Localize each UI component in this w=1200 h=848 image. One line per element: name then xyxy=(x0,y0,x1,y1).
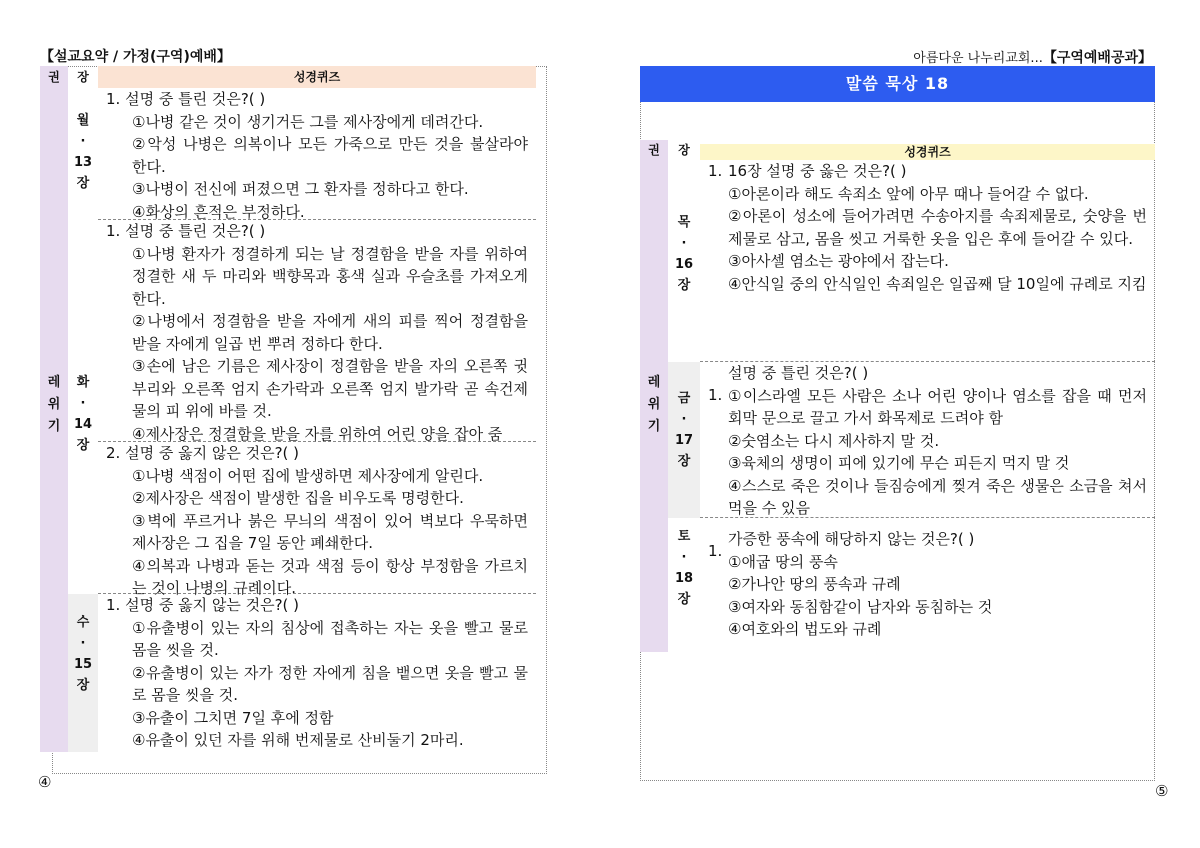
meditation-banner: 말씀 묵상 18 xyxy=(640,66,1155,102)
option: ④스스로 죽은 것이나 들짐승에게 찢겨 죽은 생물은 소금을 쳐서 먹을 수 있음 xyxy=(728,476,1147,517)
option: ④화상의 흔적은 부정하다. xyxy=(132,202,305,221)
option: ②숫염소는 다시 제사하지 말 것. xyxy=(728,431,940,450)
book-column-header: 권 xyxy=(648,143,660,157)
option: ③아사셀 염소는 광야에서 잡는다. xyxy=(728,252,949,270)
left-quiz-table xyxy=(40,66,536,752)
quiz-column-header: 성경퀴즈 xyxy=(98,66,536,88)
question: 16장 설명 중 옳은 것은?( ) xyxy=(728,162,907,180)
option: ①유출병이 있는 자의 침상에 접촉하는 자는 옷을 빨고 물로 몸을 씻을 것. xyxy=(132,618,528,659)
option: ②가나안 땅의 풍속과 규례 xyxy=(728,575,901,593)
option: ③벽에 푸르거나 붉은 무늬의 색점이 있어 벽보다 우묵하면 제사장은 그 집을 7일 동안 폐쇄한다. xyxy=(132,511,528,552)
quiz-block-ch13 xyxy=(98,88,536,220)
question: 1. 설명 중 옳지 않는 것은?( ) xyxy=(106,596,299,614)
question: 1. 설명 중 틀린 것은?( ) xyxy=(106,222,266,240)
option: ③육체의 생명이 피에 있기에 무슨 피든지 먹지 말 것 xyxy=(728,454,1070,472)
quiz-block-ch16: 1. 16장 설명 중 옳은 것은?( ) ①아론이라 해도 속죄소 앞에 아무 때나 들어갈 수 없다. ②아론이 성소에 들어가려면 수송아지를 속죄제물로, 숫양을 번제물로 삼고, 몸을 씻고 거룩한 옷을 입은 후에 들어갈 수 있다. ③아사셀 염소는 광야에서 잡는다. ④안식일 중의 안식일인 속죄일은 일곱째 달 10일에 규례로 지킴 xyxy=(700,160,1155,362)
option: ①나병 환자가 정결하게 되는 날 정결함을 받을 자를 위하여 정결한 새 두 마리와 백향목과 홍색 실과 우슬초를 가져오게 한다. xyxy=(132,244,528,308)
option: ②나병에서 정결함을 받을 자에게 새의 피를 찍어 정결함을 받을 자에게 일곱 번 뿌려 정하다 한다. xyxy=(132,312,528,353)
option: ①이스라엘 모든 사람은 소나 어린 양이나 염소를 잡을 때 먼저 회막 문으로 끌고 가서 화목제로 드려야 함 xyxy=(728,386,1147,427)
option: ③나병이 전신에 퍼졌으면 그 환자를 정하다고 한다. xyxy=(132,180,469,198)
left-page-number: ④ xyxy=(38,773,52,791)
quiz-block-ch14-q2 xyxy=(98,442,536,597)
option: ①아론이라 해도 속죄소 앞에 아무 때나 들어갈 수 없다. xyxy=(728,184,1089,203)
question: 설명 중 틀린 것은?( ) xyxy=(728,364,869,382)
option: ①나병 같은 것이 생기거든 그를 제사장에게 데려간다. xyxy=(132,112,484,131)
book-name: 레 위 기 xyxy=(47,375,61,434)
chapter-column-header: 장 xyxy=(77,70,89,84)
book-name: 레 위 기 xyxy=(647,375,661,434)
option: ③여자와 동침함같이 남자와 동침하는 것 xyxy=(728,597,993,616)
chapter-column-header: 장 xyxy=(678,143,690,157)
option: ④여호와의 법도와 규례 xyxy=(728,620,882,638)
option: ②유출병이 있는 자가 정한 자에게 침을 뱉으면 옷을 빨고 물로 몸을 씻을 것. xyxy=(132,663,528,704)
left-page-header: 【설교요약 / 가정(구역)예배】 xyxy=(40,49,231,65)
quiz-block-ch18: 1. 가증한 풍속에 해당하지 않는 것은?( ) ①애굽 땅의 풍속 ②가나안 땅의 풍속과 규례 ③여자와 동침함같이 남자와 동침하는 것 ④여호와의 법도와 규례 xyxy=(700,528,1155,652)
chapter-label-16: 목 · 16 장 xyxy=(668,160,700,362)
lesson-title: 【구역예배공과】 xyxy=(1042,50,1152,66)
quiz-block-ch17: 1. 설명 중 틀린 것은?( ) ①이스라엘 모든 사람은 소나 어린 양이나 염소를 잡을 때 먼저 회막 문으로 끌고 가서 화목제로 드려야 함 ②숫염소는 다시 제사하지 말 것. ③육체의 생명이 피에 있기에 무슨 피든지 먹지 말 것 ④스스로 죽은 것이나 들짐승에게 찢겨 죽은 생물은 소금을 쳐서 먹을 수 있음 xyxy=(700,362,1155,518)
right-page-header xyxy=(913,47,1152,67)
question: 2. 설명 중 옳지 않은 것은?( ) xyxy=(106,444,299,462)
chapter-label-17: 금 · 17 장 xyxy=(668,362,700,518)
option: ③유출이 그치면 7일 후에 정함 xyxy=(132,708,334,727)
quiz-block-ch14-q1 xyxy=(98,220,536,442)
question: 1. 설명 중 틀린 것은?( ) xyxy=(106,90,266,108)
chapter-label-13: 월 · 13 장 xyxy=(68,88,98,220)
quiz-column-header: 성경퀴즈 xyxy=(700,144,1155,160)
option: ②악성 나병은 의복이나 모든 가죽으로 만든 것을 불살라야 한다. xyxy=(132,135,528,176)
question: 가증한 풍속에 해당하지 않는 것은?( ) xyxy=(728,530,975,548)
option: ①애굽 땅의 풍속 xyxy=(728,552,838,571)
option: ①나병 색점이 어떤 집에 발생하면 제사장에게 알린다. xyxy=(132,466,484,485)
book-column-header: 권 xyxy=(48,70,60,84)
option: ④제사장은 정결함을 받을 자를 위하여 어린 양을 잡아 줌 xyxy=(132,424,503,443)
chapter-label-18: 토 · 18 장 xyxy=(668,518,700,652)
option: ②제사장은 색점이 발생한 집을 비우도록 명령한다. xyxy=(132,489,464,507)
right-page-number: ⑤ xyxy=(1155,782,1169,800)
right-quiz-table xyxy=(640,140,1155,652)
option: ④유출이 있던 자를 위해 번제물로 산비둘기 2마리. xyxy=(132,731,464,749)
option: ③손에 남은 기름은 제사장이 정결함을 받을 자의 오른쪽 귓부리와 오른쪽 엄지 손가락과 오른쪽 엄지 발가락 곧 속건제물의 피 위에 바를 것. xyxy=(132,357,528,420)
chapter-label-14: 화 · 14 장 xyxy=(68,220,98,592)
quiz-block-ch15 xyxy=(98,594,536,752)
church-name: 아름다운 나누리교회... xyxy=(913,51,1043,66)
option: ④안식일 중의 안식일인 속죄일은 일곱째 달 10일에 규례로 지킴 xyxy=(728,274,1147,293)
chapter-label-15: 수 · 15 장 xyxy=(68,594,98,752)
option: ②아론이 성소에 들어가려면 수송아지를 속죄제물로, 숫양을 번제물로 삼고, 몸을 씻고 거룩한 옷을 입은 후에 들어갈 수 있다. xyxy=(728,207,1147,248)
option: ④의복과 나병과 돋는 것과 색점 등이 항상 부정함을 가르치는 것이 나병의 규례이다. xyxy=(132,556,528,597)
